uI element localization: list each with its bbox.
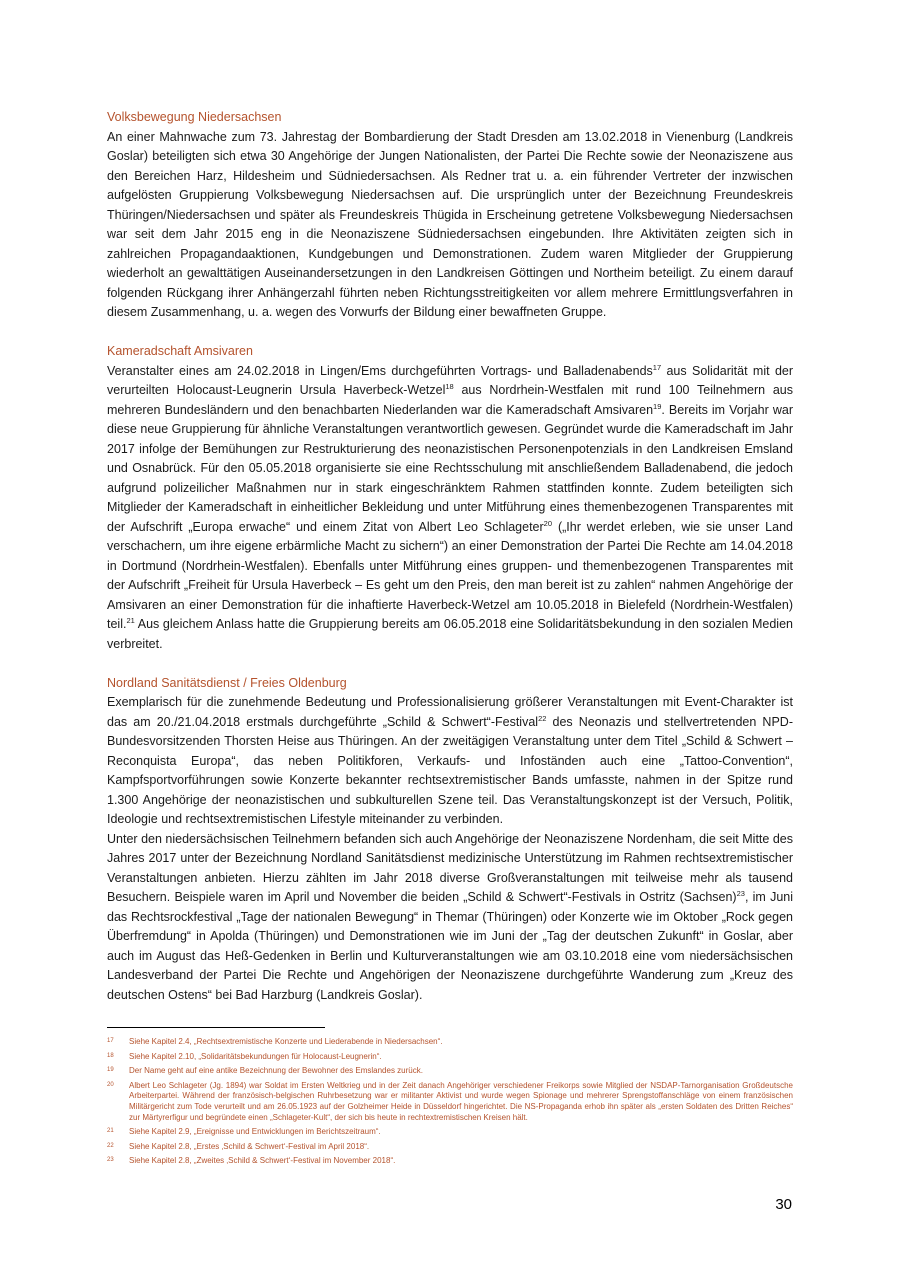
footnote-text: Siehe Kapitel 2.9, „Ereignisse und Entwicklungen im Berichtszeitraum“. bbox=[129, 1127, 381, 1137]
section bbox=[107, 342, 793, 654]
footnote-number: 20 bbox=[107, 1081, 114, 1088]
footnotes bbox=[107, 1037, 793, 1171]
footnote-text: Siehe Kapitel 2.10, „Solidaritätsbekundungen für Holocaust-Leugnerin“. bbox=[129, 1051, 382, 1061]
paragraph-text: des Neonazis und stellvertretenden NPD-Bundesvorsitzenden Thorsten Heise aus Thüringen. An der zweitägigen Veranstaltung unter dem Titel „Schild & Schwert – Reconquista Europa“, das neben Politikforen, Verkaufs- und Infoständen auch eine „Tattoo-Convention“, Kampfsportvorführungen sowie Konzerte bekannter rechtsextremistischer Bands umfasste, nahmen in der Spitze rund 1.300 Angehörige der neonazistischen und subkulturellen Szene teil. Das Veranstaltungskonzept ist der Versuch, Politik, Ideologie und rechtsextremistischen Lifestyle miteinander zu verbinden. bbox=[107, 714, 793, 826]
footnote bbox=[107, 1037, 793, 1048]
footnote-reference: 20 bbox=[543, 518, 553, 528]
footnote-reference: 17 bbox=[652, 362, 662, 372]
footnote-reference: 19 bbox=[653, 401, 662, 411]
body-paragraph bbox=[107, 362, 793, 655]
footnote-number: 18 bbox=[107, 1052, 114, 1059]
section bbox=[107, 108, 793, 323]
footnote-number: 19 bbox=[107, 1067, 114, 1074]
footnote bbox=[107, 1081, 793, 1123]
section-heading: Kameradschaft Amsivaren bbox=[107, 344, 253, 358]
paragraph-text: Veranstalter eines am 24.02.2018 in Lingen/Ems durchgeführten Vortrags- und Balladenabends bbox=[107, 363, 653, 378]
body-paragraph bbox=[107, 830, 793, 1006]
paragraph-text: , im Juni das Rechtsrockfestival „Tage der nationalen Bewegung“ in Themar (Thüringen) oder Konzerte wie im Oktober „Rock gegen Überfremdung“ in Apolda (Thüringen) und Demonstrationen wie im Juni der „Tag der deutschen Zukunft“ in Goslar, aber auch im August das Heß-Gedenken in Berlin und Kulturveranstaltungen wie am 03.10.2018 eine vom niedersächsischen Landesverband der Partei Die Rechte und Angehörigen der Neonaziszene durchgeführte Wanderung zum „Kreuz des deutschen Ostens“ bei Bad Harzburg (Landkreis Goslar). bbox=[107, 890, 794, 1002]
paragraph-text: An einer Mahnwache zum 73. Jahrestag der Bombardierung der Stadt Dresden am 13.02.2018 in Vienenburg (Landkreis Goslar) beteiligten sich etwa 30 Angehörige der Jungen Nationalisten, der Partei Die Rechte sowie der Neonaziszene aus den Bereichen Harz, Hildesheim und Südniedersachsen. Als Redner trat u. a. ein führender Vertreter der inzwischen aufgelösten Gruppierung Volksbewegung Niedersachsen auf. Die ursprünglich unter der Bezeichnung Freundeskreis Thüringen/Niedersachsen und später als Freundeskreis Thügida in Erscheinung getretene Volksbewegung Niedersachsen war seit dem Jahr 2015 eng in die Neonaziszene Südniedersachsen eingebunden. Ihre Aktivitäten zeigten sich in zahlreichen Propagandaaktionen, Kundgebungen und Demonstrationen. Zudem waren Mitglieder der Gruppierung wiederholt an gewalttätigen Auseinandersetzungen in den Landkreisen Göttingen und Northeim beteiligt. Zu einem darauf folgenden Rückgang ihrer Anhängerzahl führten neben Richtungsstreitigkeiten vor allem mehrere Ermittlungsverfahren in diesem Zusammenhang, u. a. wegen des Vorwurfs der Bildung einer bewaffneten Gruppe. bbox=[107, 129, 793, 319]
main-content bbox=[107, 108, 793, 1005]
paragraph-text: aus Solidarität mit der verurteilten Holocaust-Leugnerin Ursula Haverbeck-Wetzel bbox=[107, 363, 794, 397]
footnote-number: 17 bbox=[107, 1038, 114, 1044]
footnote-text: Siehe Kapitel 2.4, „Rechtsextremistische Konzerte und Liederabende in Niedersachsen“. bbox=[129, 1037, 443, 1046]
footnote bbox=[107, 1127, 793, 1138]
footnote bbox=[107, 1066, 793, 1077]
footnote-text: Siehe Kapitel 2.8, „Erstes ‚Schild & Schwert‘-Festival im April 2018“. bbox=[129, 1141, 370, 1151]
section-heading: Volksbewegung Niedersachsen bbox=[107, 110, 282, 124]
section-gap bbox=[107, 323, 793, 343]
paragraph-text: („Ihr werdet erleben, wie sie unser Land verschachern, um ihre eigene erbärmliche Macht zu sichern“) an einer Demonstration der Partei Die Rechte am 14.04.2018 in Dortmund (Nordrhein-Westfalen). Ebenfalls unter Mitführung eines gruppen- und themenbezogenen Transparentes mit der Aufschrift „Freiheit für Ursula Haverbeck – Es geht um den Preis, den man bereit ist zu zahlen“ nahmen Angehörige der Amsivaren an einer Demonstration für die inhaftierte Haverbeck-Wetzel am 10.05.2018 in Bielefeld (Nordrhein-Westfalen) teil. bbox=[107, 519, 793, 631]
page-number: 30 bbox=[775, 1196, 792, 1213]
paragraph-text: . Bereits im Vorjahr war diese neue Gruppierung für ähnliche Veranstaltungen verantwortlich gewesen. Gegründet wurde die Kameradschaft im Jahr 2017 infolge der Bemühungen zur Restrukturierung des neonazistischen Personenpotenzials in den Landkreisen Emsland und Osnabrück. Für den 05.05.2018 organisierte sie eine Rechtsschulung mit anschließendem Balladenabend, die jedoch aufgrund polizeilicher Maßnahmen nur in stark eingeschränktem Rahmen stattfinden konnte. Zudem beteiligten sich Mitglieder der Kameradschaft in einheitlicher Bekleidung und unter Mitführung eines themenbezogenen Transparentes mit der Aufschrift „Europa erwache“ und einem Zitat von Albert Leo Schlageter bbox=[107, 402, 793, 534]
footnote bbox=[107, 1052, 793, 1063]
footnote bbox=[107, 1156, 793, 1167]
footnote-reference: 23 bbox=[736, 888, 745, 898]
body-paragraph bbox=[107, 693, 793, 830]
footnote-separator bbox=[107, 1027, 325, 1028]
footnote-reference: 21 bbox=[126, 615, 135, 625]
paragraph-text: Aus gleichem Anlass hatte die Gruppierung bereits am 06.05.2018 eine Solidaritätsbekundung in den sozialen Medien verbreitet. bbox=[107, 617, 793, 651]
paragraph-text: aus Nordrhein-Westfalen mit rund 100 Teilnehmern aus mehreren Bundesländern und den benachbarten Niederlanden war die Kameradschaft Amsivaren bbox=[107, 383, 793, 417]
footnote-reference: 18 bbox=[445, 381, 454, 391]
section-gap bbox=[107, 654, 793, 674]
body-paragraph bbox=[107, 128, 793, 323]
footnote-number: 23 bbox=[107, 1157, 114, 1164]
paragraph-text: Unter den niedersächsischen Teilnehmern befanden sich auch Angehörige der Neonaziszene Nordenham, die seit Mitte des Jahres 2017 unter der Bezeichnung Nordland Sanitätsdienst medizinische Unterstützung im Rahmen rechtsextremistischer Veranstaltungen anbieten. Hierzu zählten im Jahr 2018 diverse Großveranstaltungen mit teilweise mehr als tausend Besuchern. Beispiele waren im April und November die beiden „Schild & Schwert“-Festivals in Ostritz (Sachsen) bbox=[107, 831, 793, 904]
footnote-reference: 22 bbox=[538, 713, 547, 723]
section bbox=[107, 674, 793, 1006]
footnote-text: Albert Leo Schlageter (Jg. 1894) war Soldat im Ersten Weltkrieg und in der Zeit danach Angehöriger verschiedener Freikorps sowie Mitglied der NSDAP-Tarnorganisation Großdeutsche Arbeiterpartei. Während der französisch-belgischen Ruhrbesetzung war er militanter Aktivist und wurde wegen Spionage und mehrerer Sprengstoffanschläge von einem französischen Militärgericht zum Tode verurteilt und am 26.05.1923 auf der Golzheimer Heide in Düsseldorf hingerichtet. Die NS-Propaganda erhob ihn später als „ersten Soldaten des Dritten Reiches“ zur Märtyrerfigur und begründete einen „Schlageter-Kult“, der sich bis heute in rechtextremistischen Kreisen hält. bbox=[129, 1080, 793, 1122]
footnote-text: Der Name geht auf eine antike Bezeichnung der Bewohner des Emslandes zurück. bbox=[129, 1066, 423, 1076]
footnote bbox=[107, 1142, 793, 1153]
paragraph-text: Exemplarisch für die zunehmende Bedeutung und Professionalisierung größerer Veranstaltungen mit Event-Charakter ist das am 20./21.04.2018 erstmals durchgeführte „Schild & Schwert“-Festival bbox=[107, 695, 793, 729]
footnote-number: 22 bbox=[107, 1142, 114, 1149]
section-heading: Nordland Sanitätsdienst / Freies Oldenburg bbox=[107, 675, 347, 690]
footnote-text: Siehe Kapitel 2.8, „Zweites ‚Schild & Schwert‘-Festival im November 2018“. bbox=[129, 1156, 396, 1166]
footnote-number: 21 bbox=[107, 1128, 114, 1135]
